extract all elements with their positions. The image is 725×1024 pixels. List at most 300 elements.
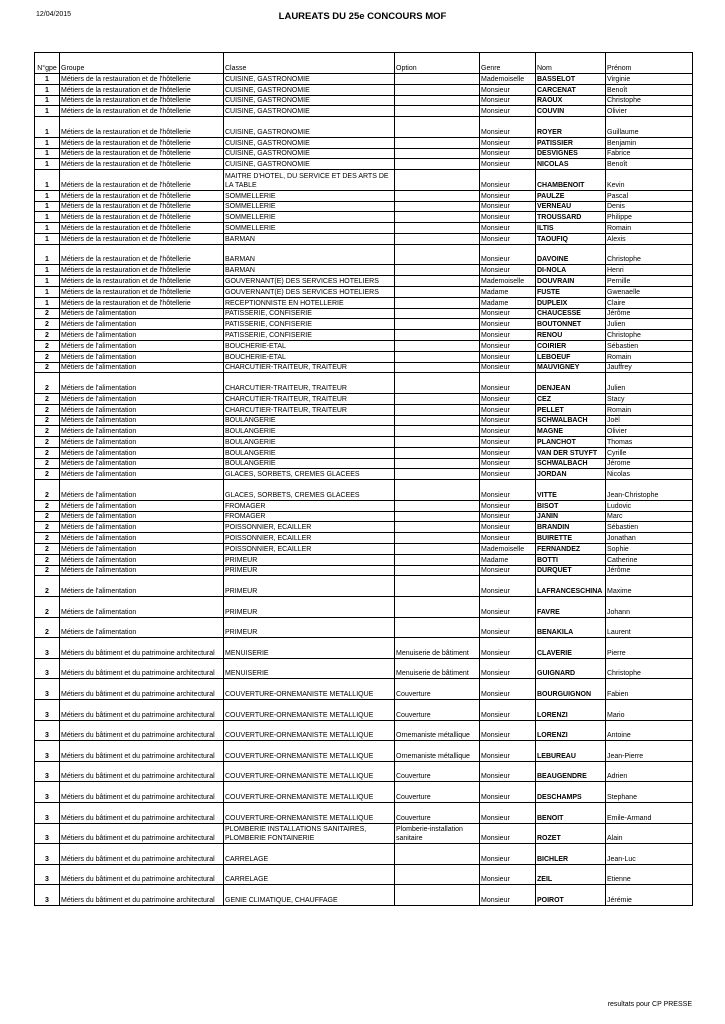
group-number-cell: 1 [35,74,60,85]
group-cell: Métiers du bâtiment et du patrimoine architectural [60,823,224,844]
class-cell: CUISINE, GASTRONOMIE [224,84,395,95]
gender-cell: Monsieur [480,864,536,885]
table-row [35,212,693,223]
first-name-cell: Alain [606,823,693,844]
group-number-cell: 3 [35,885,60,906]
option-cell: Couverture [395,761,480,782]
group-number-cell: 1 [35,223,60,234]
last-name-cell: DENJEAN [536,373,606,394]
option-cell [395,201,480,212]
group-cell: Métiers de l'alimentation [60,544,224,555]
option-cell [395,437,480,448]
gender-cell: Monsieur [480,373,536,394]
class-cell: COUVERTURE-ORNEMANISTE METALLIQUE [224,782,395,803]
gender-cell: Monsieur [480,500,536,511]
group-cell: Métiers de l'alimentation [60,437,224,448]
gender-cell: Monsieur [480,679,536,700]
first-name-cell: Cyrille [606,447,693,458]
option-cell [395,170,480,191]
table-row [35,437,693,448]
group-cell: Métiers de la restauration et de l'hôtellerie [60,159,224,170]
group-cell: Métiers de la restauration et de l'hôtellerie [60,74,224,85]
class-cell: BARMAN [224,233,395,244]
first-name-cell: Christophe [606,330,693,341]
gender-cell: Monsieur [480,95,536,106]
column-header-class: Classe [224,53,395,74]
class-cell: CHARCUTIER-TRAITEUR, TRAITEUR [224,362,395,373]
gender-cell: Monsieur [480,720,536,741]
table-row [35,679,693,700]
group-cell: Métiers de l'alimentation [60,576,224,597]
last-name-cell: BISOT [536,500,606,511]
gender-cell: Monsieur [480,84,536,95]
gender-cell: Mademoiselle [480,544,536,555]
table-row [35,159,693,170]
option-cell: Couverture [395,679,480,700]
table-row [35,823,693,844]
last-name-cell: POIROT [536,885,606,906]
first-name-cell: Mario [606,700,693,721]
first-name-cell: Adrien [606,761,693,782]
gender-cell: Monsieur [480,802,536,823]
group-number-cell: 3 [35,638,60,659]
first-name-cell: Jonathan [606,533,693,544]
group-cell: Métiers de l'alimentation [60,362,224,373]
first-name-cell: Fabrice [606,148,693,159]
group-number-cell: 3 [35,782,60,803]
group-cell: Métiers du bâtiment et du patrimoine architectural [60,720,224,741]
group-cell: Métiers du bâtiment et du patrimoine architectural [60,761,224,782]
group-cell: Métiers de la restauration et de l'hôtellerie [60,201,224,212]
group-number-cell: 1 [35,170,60,191]
group-cell: Métiers de l'alimentation [60,522,224,533]
class-cell: COUVERTURE-ORNEMANISTE METALLIQUE [224,802,395,823]
gender-cell: Monsieur [480,223,536,234]
group-number-cell: 2 [35,351,60,362]
first-name-cell: Romain [606,404,693,415]
first-name-cell: Sébastien [606,340,693,351]
option-cell [395,864,480,885]
option-cell [395,426,480,437]
first-name-cell: Romain [606,351,693,362]
first-name-cell: Etienne [606,864,693,885]
group-number-cell: 2 [35,469,60,480]
group-cell: Métiers du bâtiment et du patrimoine architectural [60,844,224,865]
group-cell: Métiers de l'alimentation [60,617,224,638]
group-number-cell: 2 [35,362,60,373]
last-name-cell: ROZET [536,823,606,844]
gender-cell: Monsieur [480,823,536,844]
class-cell: GOUVERNANT(E) DES SERVICES HOTELIERS [224,286,395,297]
group-number-cell: 1 [35,297,60,308]
gender-cell: Monsieur [480,244,536,265]
table-row [35,565,693,576]
gender-cell: Monsieur [480,700,536,721]
last-name-cell: LAFRANCESCHINA [536,576,606,597]
table-row [35,265,693,276]
gender-cell: Monsieur [480,351,536,362]
group-number-cell: 2 [35,447,60,458]
option-cell [395,319,480,330]
group-cell: Métiers du bâtiment et du patrimoine architectural [60,658,224,679]
first-name-cell: Sébastien [606,522,693,533]
last-name-cell: FUSTE [536,286,606,297]
group-cell: Métiers de l'alimentation [60,554,224,565]
last-name-cell: ILTIS [536,223,606,234]
option-cell [395,330,480,341]
first-name-cell: Kevin [606,170,693,191]
last-name-cell: LORENZI [536,700,606,721]
option-cell [395,212,480,223]
table-body [35,74,693,906]
group-cell: Métiers de l'alimentation [60,597,224,618]
gender-cell: Monsieur [480,458,536,469]
last-name-cell: BOUTONNET [536,319,606,330]
last-name-cell: LEBUREAU [536,741,606,762]
last-name-cell: DAVOINE [536,244,606,265]
group-number-cell: 2 [35,500,60,511]
option-cell [395,351,480,362]
group-cell: Métiers de l'alimentation [60,500,224,511]
class-cell: BOULANGERIE [224,458,395,469]
last-name-cell: PAULZE [536,190,606,201]
option-cell: Plomberie-installation sanitaire [395,823,480,844]
group-number-cell: 1 [35,265,60,276]
class-cell: CUISINE, GASTRONOMIE [224,95,395,106]
first-name-cell: Jérôme [606,308,693,319]
option-cell: Ornemaniste métallique [395,741,480,762]
first-name-cell: Jérôme [606,565,693,576]
class-cell: BARMAN [224,265,395,276]
class-cell: SOMMELLERIE [224,190,395,201]
gender-cell: Monsieur [480,741,536,762]
table-row [35,74,693,85]
table-row [35,276,693,287]
column-header-last-name: Nom [536,53,606,74]
group-cell: Métiers de la restauration et de l'hôtellerie [60,265,224,276]
table-row [35,741,693,762]
first-name-cell: Nicolas [606,469,693,480]
last-name-cell: CHAUCESSE [536,308,606,319]
last-name-cell: MAUVIGNEY [536,362,606,373]
group-number-cell: 2 [35,458,60,469]
first-name-cell: Stephane [606,782,693,803]
group-number-cell: 1 [35,286,60,297]
group-cell: Métiers de la restauration et de l'hôtellerie [60,95,224,106]
gender-cell: Mademoiselle [480,74,536,85]
gender-cell: Monsieur [480,190,536,201]
first-name-cell: Olivier [606,106,693,117]
group-number-cell: 3 [35,844,60,865]
option-cell [395,533,480,544]
group-cell: Métiers de l'alimentation [60,565,224,576]
first-name-cell: Julien [606,373,693,394]
first-name-cell: Jean-Luc [606,844,693,865]
option-cell [395,137,480,148]
group-number-cell: 2 [35,437,60,448]
last-name-cell: CEZ [536,393,606,404]
group-cell: Métiers de la restauration et de l'hôtellerie [60,212,224,223]
group-cell: Métiers de l'alimentation [60,330,224,341]
group-cell: Métiers de la restauration et de l'hôtellerie [60,170,224,191]
group-cell: Métiers du bâtiment et du patrimoine architectural [60,864,224,885]
last-name-cell: SCHWALBACH [536,458,606,469]
last-name-cell: LEBOEUF [536,351,606,362]
table-row [35,522,693,533]
gender-cell: Monsieur [480,340,536,351]
gender-cell: Madame [480,554,536,565]
first-name-cell: Antoine [606,720,693,741]
first-name-cell: Benoît [606,159,693,170]
group-cell: Métiers de l'alimentation [60,415,224,426]
option-cell [395,362,480,373]
table-row [35,84,693,95]
gender-cell: Monsieur [480,201,536,212]
table-row [35,190,693,201]
first-name-cell: Sophie [606,544,693,555]
first-name-cell: Olivier [606,426,693,437]
option-cell [395,617,480,638]
gender-cell: Monsieur [480,117,536,138]
group-number-cell: 2 [35,404,60,415]
last-name-cell: COUVIN [536,106,606,117]
class-cell: BOUCHERIE-ETAL [224,351,395,362]
first-name-cell: Jérome [606,458,693,469]
last-name-cell: DI-NOLA [536,265,606,276]
table-row [35,597,693,618]
gender-cell: Monsieur [480,233,536,244]
first-name-cell: Laurent [606,617,693,638]
group-cell: Métiers du bâtiment et du patrimoine architectural [60,638,224,659]
class-cell: MAITRE D'HOTEL, DU SERVICE ET DES ARTS DE LA TABLE [224,170,395,191]
gender-cell: Monsieur [480,782,536,803]
first-name-cell: Fabien [606,679,693,700]
table-row [35,340,693,351]
first-name-cell: Pierre [606,638,693,659]
group-number-cell: 2 [35,319,60,330]
group-cell: Métiers de l'alimentation [60,340,224,351]
group-number-cell: 3 [35,658,60,679]
class-cell: MENUISERIE [224,638,395,659]
class-cell: FROMAGER [224,500,395,511]
class-cell: RECEPTIONNISTE EN HOTELLERIE [224,297,395,308]
option-cell [395,469,480,480]
last-name-cell: DURQUET [536,565,606,576]
last-name-cell: GUIGNARD [536,658,606,679]
column-header-option: Option [395,53,480,74]
group-number-cell: 2 [35,393,60,404]
option-cell [395,340,480,351]
class-cell: PRIMEUR [224,576,395,597]
group-number-cell: 1 [35,84,60,95]
document-title: LAUREATS DU 25e CONCOURS MOF [278,11,447,22]
option-cell [395,522,480,533]
last-name-cell: CLAVERIE [536,638,606,659]
last-name-cell: PATISSIER [536,137,606,148]
table-row [35,233,693,244]
table-row [35,458,693,469]
class-cell: BOULANGERIE [224,415,395,426]
last-name-cell: BENOIT [536,802,606,823]
gender-cell: Monsieur [480,426,536,437]
gender-cell: Monsieur [480,511,536,522]
table-row [35,330,693,341]
group-cell: Métiers de l'alimentation [60,447,224,458]
option-cell [395,159,480,170]
group-number-cell: 2 [35,373,60,394]
table-row [35,106,693,117]
table-row [35,308,693,319]
option-cell [395,117,480,138]
last-name-cell: FERNANDEZ [536,544,606,555]
table-row [35,500,693,511]
table-row [35,469,693,480]
table-row [35,447,693,458]
class-cell: CUISINE, GASTRONOMIE [224,106,395,117]
gender-cell: Monsieur [480,404,536,415]
table-row [35,802,693,823]
table-row [35,720,693,741]
class-cell: CUISINE, GASTRONOMIE [224,159,395,170]
group-cell: Métiers du bâtiment et du patrimoine architectural [60,802,224,823]
first-name-cell: Jérémie [606,885,693,906]
gender-cell: Monsieur [480,761,536,782]
group-number-cell: 3 [35,802,60,823]
table-row [35,700,693,721]
class-cell: CARRELAGE [224,844,395,865]
table-row [35,426,693,437]
option-cell [395,480,480,501]
class-cell: BARMAN [224,244,395,265]
group-cell: Métiers de l'alimentation [60,511,224,522]
group-cell: Métiers de la restauration et de l'hôtellerie [60,190,224,201]
first-name-cell: Jean-Pierre [606,741,693,762]
class-cell: CUISINE, GASTRONOMIE [224,137,395,148]
group-number-cell: 1 [35,201,60,212]
first-name-cell: Benjamin [606,137,693,148]
last-name-cell: BASSELOT [536,74,606,85]
group-cell: Métiers de l'alimentation [60,533,224,544]
gender-cell: Monsieur [480,148,536,159]
first-name-cell: Christophe [606,658,693,679]
last-name-cell: ROYER [536,117,606,138]
document-date: 12/04/2015 [36,11,72,18]
group-number-cell: 2 [35,576,60,597]
group-number-cell: 2 [35,511,60,522]
group-number-cell: 3 [35,823,60,844]
table-row [35,761,693,782]
table-header-row [35,53,693,74]
option-cell [395,286,480,297]
group-cell: Métiers de l'alimentation [60,393,224,404]
first-name-cell: Pascal [606,190,693,201]
last-name-cell: RAOUX [536,95,606,106]
table-row [35,351,693,362]
class-cell: PRIMEUR [224,565,395,576]
group-cell: Métiers de l'alimentation [60,351,224,362]
first-name-cell: Catherine [606,554,693,565]
table-row [35,373,693,394]
first-name-cell: Virginie [606,74,693,85]
gender-cell: Monsieur [480,885,536,906]
gender-cell: Monsieur [480,844,536,865]
last-name-cell: TAOUFIQ [536,233,606,244]
group-number-cell: 3 [35,761,60,782]
table-row [35,576,693,597]
last-name-cell: BENAKILA [536,617,606,638]
option-cell [395,106,480,117]
first-name-cell: Jauffrey [606,362,693,373]
last-name-cell: VERNEAU [536,201,606,212]
option-cell: Menuiserie de bâtiment [395,658,480,679]
group-number-cell: 2 [35,522,60,533]
group-number-cell: 2 [35,480,60,501]
gender-cell: Monsieur [480,597,536,618]
gender-cell: Monsieur [480,480,536,501]
group-number-cell: 2 [35,533,60,544]
option-cell [395,84,480,95]
group-number-cell: 3 [35,720,60,741]
group-cell: Métiers de la restauration et de l'hôtellerie [60,148,224,159]
first-name-cell: Joël [606,415,693,426]
table-row [35,244,693,265]
group-cell: Métiers de la restauration et de l'hôtellerie [60,276,224,287]
gender-cell: Monsieur [480,437,536,448]
group-number-cell: 1 [35,117,60,138]
option-cell [395,244,480,265]
table-row [35,511,693,522]
table-row [35,885,693,906]
table-row [35,617,693,638]
last-name-cell: CHAMBENOIT [536,170,606,191]
last-name-cell: PLANCHOT [536,437,606,448]
column-header-gender: Genre [480,53,536,74]
group-cell: Métiers du bâtiment et du patrimoine architectural [60,782,224,803]
gender-cell: Monsieur [480,533,536,544]
group-cell: Métiers du bâtiment et du patrimoine architectural [60,885,224,906]
gender-cell: Monsieur [480,159,536,170]
last-name-cell: BICHLER [536,844,606,865]
gender-cell: Monsieur [480,658,536,679]
table-row [35,393,693,404]
column-header-group: Groupe [60,53,224,74]
group-cell: Métiers de la restauration et de l'hôtellerie [60,244,224,265]
table-row [35,297,693,308]
gender-cell: Monsieur [480,212,536,223]
option-cell [395,95,480,106]
group-number-cell: 2 [35,544,60,555]
last-name-cell: DESVIGNES [536,148,606,159]
class-cell: CHARCUTIER-TRAITEUR, TRAITEUR [224,404,395,415]
last-name-cell: FAVRE [536,597,606,618]
table-row [35,170,693,191]
last-name-cell: DESCHAMPS [536,782,606,803]
option-cell [395,597,480,618]
class-cell: BOULANGERIE [224,447,395,458]
gender-cell: Monsieur [480,565,536,576]
group-number-cell: 2 [35,617,60,638]
group-number-cell: 2 [35,554,60,565]
group-number-cell: 1 [35,233,60,244]
first-name-cell: Christophe [606,244,693,265]
last-name-cell: BOTTI [536,554,606,565]
group-cell: Métiers de l'alimentation [60,404,224,415]
last-name-cell: LORENZI [536,720,606,741]
gender-cell: Monsieur [480,638,536,659]
group-number-cell: 2 [35,597,60,618]
group-number-cell: 2 [35,565,60,576]
group-cell: Métiers de l'alimentation [60,426,224,437]
